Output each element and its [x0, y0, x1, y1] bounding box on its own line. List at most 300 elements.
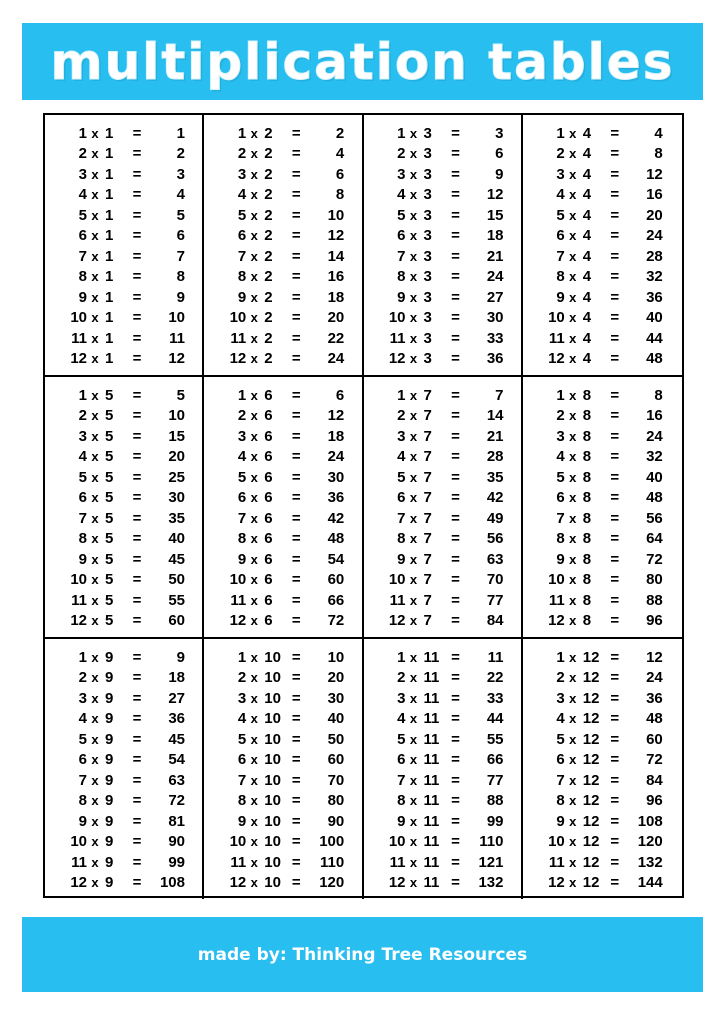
multiplicand: 6 [78, 227, 87, 245]
equals-sign: = [451, 227, 460, 245]
multiplier: 11 [423, 874, 440, 892]
equals-sign: = [610, 329, 620, 347]
table-row [51, 549, 198, 570]
equals-sign: = [451, 350, 460, 368]
product: 30 [168, 489, 185, 507]
table-row [51, 308, 198, 329]
equals-sign: = [610, 227, 620, 245]
table-row [210, 570, 357, 591]
multiplicand: 5 [397, 206, 406, 224]
table-row [210, 164, 357, 185]
multiplicand: 5 [556, 468, 565, 486]
page-title: multiplication tables [50, 32, 675, 91]
equals-sign: = [291, 288, 301, 306]
equals-sign: = [291, 571, 301, 589]
product: 20 [327, 669, 345, 687]
multiplicand: 4 [397, 186, 406, 204]
multiplier: 4 [582, 186, 592, 204]
times-sign: x [409, 449, 418, 465]
multiplier: 1 [105, 165, 114, 183]
multiplicand: 5 [556, 730, 565, 748]
multiplicand: 3 [397, 165, 406, 183]
table-row [370, 529, 517, 550]
table-row [529, 688, 678, 709]
multiplier: 7 [423, 509, 432, 527]
product: 96 [646, 612, 663, 630]
times-sign: x [250, 772, 258, 788]
multiplier: 8 [582, 591, 592, 609]
multiplicand: 6 [397, 489, 406, 507]
equals-sign: = [291, 329, 301, 347]
product: 45 [168, 730, 185, 748]
multiplier: 12 [582, 689, 600, 707]
multiplicand: 8 [237, 268, 247, 286]
times-sign: x [569, 649, 577, 665]
equals-sign: = [132, 530, 142, 548]
multiplicand: 4 [556, 448, 565, 466]
multiplicand: 7 [78, 247, 87, 265]
times-sign: x [91, 670, 99, 686]
multiplicand: 6 [237, 751, 247, 769]
equals-sign: = [291, 509, 301, 527]
times-sign: x [91, 490, 99, 506]
product: 66 [486, 751, 504, 769]
table-row [51, 688, 198, 709]
multiplier: 2 [264, 247, 273, 265]
product: 2 [335, 124, 345, 142]
times-sign: x [569, 490, 577, 506]
equals-sign: = [451, 689, 460, 707]
multiplicand: 4 [237, 448, 247, 466]
multiplier: 10 [264, 710, 281, 728]
times-sign: x [250, 166, 258, 182]
product: 132 [637, 853, 663, 871]
times-sign: x [409, 613, 418, 629]
multiplier: 7 [423, 427, 432, 445]
product: 72 [168, 792, 185, 810]
multiplier: 6 [264, 591, 273, 609]
times-sign: x [91, 875, 99, 891]
table-row [51, 852, 198, 873]
multiplicand: 7 [397, 509, 406, 527]
equals-sign: = [291, 710, 301, 728]
table-row [210, 791, 357, 812]
equals-sign: = [291, 165, 301, 183]
multiplier: 3 [423, 350, 432, 368]
multiplier: 6 [264, 489, 273, 507]
equals-sign: = [451, 386, 460, 404]
multiplier: 6 [264, 427, 273, 445]
product: 10 [168, 309, 185, 327]
times-sign: x [569, 146, 577, 162]
times-sign: x [569, 592, 577, 608]
multiplicand: 9 [556, 812, 565, 830]
times-sign: x [409, 772, 418, 788]
table-block-7 [364, 377, 523, 639]
table-row [370, 688, 517, 709]
equals-sign: = [610, 509, 620, 527]
multiplier: 3 [423, 268, 432, 286]
table-row [210, 205, 357, 226]
table-block-12 [523, 639, 682, 899]
times-sign: x [569, 711, 577, 727]
times-sign: x [409, 592, 418, 608]
multiplicand: 1 [237, 648, 247, 666]
multiplicand: 7 [237, 771, 247, 789]
equals-sign: = [132, 227, 142, 245]
times-sign: x [250, 854, 258, 870]
times-sign: x [250, 187, 258, 203]
product: 80 [646, 571, 663, 589]
multiplier: 3 [423, 227, 432, 245]
product: 42 [327, 509, 345, 527]
times-sign: x [409, 125, 418, 141]
multiplier: 8 [582, 612, 592, 630]
times-sign: x [569, 690, 577, 706]
product: 21 [486, 247, 504, 265]
table-row [529, 852, 678, 873]
times-sign: x [250, 490, 258, 506]
multiplier: 2 [264, 309, 273, 327]
product: 120 [637, 833, 663, 851]
multiplier: 5 [105, 612, 114, 630]
equals-sign: = [451, 309, 460, 327]
multiplier: 2 [264, 227, 273, 245]
product: 63 [168, 771, 185, 789]
multiplicand: 5 [78, 730, 87, 748]
multiplicand: 11 [71, 329, 87, 347]
multiplier: 7 [423, 386, 432, 404]
multiplicand: 10 [388, 309, 406, 327]
multiplier: 11 [423, 689, 440, 707]
multiplicand: 8 [556, 268, 565, 286]
equals-sign: = [291, 427, 301, 445]
multiplier: 3 [423, 145, 432, 163]
times-sign: x [569, 551, 577, 567]
multiplicand: 8 [556, 530, 565, 548]
table-row [210, 308, 357, 329]
product: 48 [646, 350, 663, 368]
multiplier: 5 [105, 489, 114, 507]
table-row [51, 770, 198, 791]
times-sign: x [91, 531, 99, 547]
times-sign: x [409, 731, 418, 747]
equals-sign: = [610, 792, 620, 810]
product: 72 [646, 751, 663, 769]
equals-sign: = [132, 571, 142, 589]
product: 84 [646, 771, 663, 789]
table-row [370, 832, 517, 853]
equals-sign: = [291, 591, 301, 609]
times-sign: x [91, 469, 99, 485]
table-row [51, 590, 198, 611]
product: 44 [486, 710, 504, 728]
table-row [210, 549, 357, 570]
table-row [529, 164, 678, 185]
product: 9 [176, 648, 185, 666]
times-sign: x [409, 854, 418, 870]
multiplier: 5 [105, 530, 114, 548]
equals-sign: = [610, 669, 620, 687]
product: 7 [176, 247, 185, 265]
times-sign: x [569, 813, 577, 829]
equals-sign: = [132, 186, 142, 204]
equals-sign: = [451, 124, 460, 142]
table-row [370, 729, 517, 750]
product: 24 [327, 350, 345, 368]
table-row [210, 688, 357, 709]
product: 36 [327, 489, 345, 507]
table-row [210, 447, 357, 468]
times-sign: x [569, 428, 577, 444]
multiplicand: 1 [78, 386, 87, 404]
multiplicand: 6 [237, 227, 247, 245]
multiplicand: 4 [556, 186, 565, 204]
multiplicand: 2 [397, 145, 406, 163]
times-sign: x [91, 351, 99, 367]
times-sign: x [250, 408, 258, 424]
equals-sign: = [610, 268, 620, 286]
multiplier: 3 [423, 186, 432, 204]
table-row [51, 328, 198, 349]
multiplicand: 10 [548, 571, 565, 589]
multiplier: 1 [105, 247, 114, 265]
equals-sign: = [451, 468, 460, 486]
equals-sign: = [610, 612, 620, 630]
table-block-4 [523, 115, 682, 377]
product: 24 [327, 448, 345, 466]
multiplier: 5 [105, 550, 114, 568]
multiplicand: 9 [556, 550, 565, 568]
multiplier: 7 [423, 489, 432, 507]
multiplicand: 9 [397, 550, 406, 568]
product: 66 [327, 591, 345, 609]
multiplicand: 4 [556, 710, 565, 728]
times-sign: x [409, 269, 418, 285]
equals-sign: = [132, 771, 142, 789]
multiplicand: 3 [556, 165, 565, 183]
equals-sign: = [610, 648, 620, 666]
multiplier: 12 [582, 669, 600, 687]
equals-sign: = [451, 268, 460, 286]
product: 144 [637, 874, 663, 892]
multiplicand: 8 [556, 792, 565, 810]
multiplier: 6 [264, 407, 273, 425]
equals-sign: = [132, 309, 142, 327]
product: 15 [486, 206, 504, 224]
product: 12 [327, 227, 345, 245]
table-row [210, 246, 357, 267]
multiplicand: 10 [388, 833, 406, 851]
equals-sign: = [610, 165, 620, 183]
equals-sign: = [132, 792, 142, 810]
times-sign: x [569, 854, 577, 870]
product: 99 [486, 812, 504, 830]
equals-sign: = [132, 669, 142, 687]
multiplier: 2 [264, 206, 273, 224]
product: 72 [327, 612, 345, 630]
times-sign: x [91, 752, 99, 768]
table-row [51, 508, 198, 529]
equals-sign: = [291, 550, 301, 568]
times-sign: x [409, 690, 418, 706]
times-sign: x [569, 875, 577, 891]
multiplicand: 12 [388, 874, 406, 892]
multiplicand: 4 [397, 710, 406, 728]
table-row [529, 123, 678, 144]
multiplicand: 5 [397, 468, 406, 486]
equals-sign: = [132, 853, 142, 871]
multiplier: 4 [582, 145, 592, 163]
times-sign: x [250, 690, 258, 706]
table-row [210, 729, 357, 750]
table-row [51, 123, 198, 144]
multiplicand: 7 [397, 247, 406, 265]
multiplicand: 12 [229, 612, 247, 630]
equals-sign: = [291, 730, 301, 748]
product: 27 [168, 689, 185, 707]
multiplier: 9 [105, 669, 114, 687]
times-sign: x [91, 510, 99, 526]
equals-sign: = [451, 591, 460, 609]
equals-sign: = [132, 386, 142, 404]
multiplier: 7 [423, 612, 432, 630]
times-sign: x [250, 813, 258, 829]
table-row [210, 406, 357, 427]
times-sign: x [91, 428, 99, 444]
multiplier: 4 [582, 247, 592, 265]
product: 21 [486, 427, 504, 445]
product: 60 [646, 730, 663, 748]
times-sign: x [569, 248, 577, 264]
product: 4 [654, 124, 663, 142]
product: 33 [486, 689, 504, 707]
multiplicand: 8 [78, 530, 87, 548]
times-sign: x [409, 469, 418, 485]
footer-banner [22, 917, 703, 992]
times-sign: x [250, 793, 258, 809]
equals-sign: = [610, 247, 620, 265]
multiplier: 11 [423, 669, 440, 687]
equals-sign: = [291, 812, 301, 830]
times-sign: x [91, 690, 99, 706]
times-sign: x [569, 510, 577, 526]
times-sign: x [409, 387, 418, 403]
table-row [529, 770, 678, 791]
table-row [529, 349, 678, 370]
times-sign: x [250, 711, 258, 727]
times-sign: x [250, 670, 258, 686]
product: 40 [168, 530, 185, 548]
equals-sign: = [451, 407, 460, 425]
equals-sign: = [132, 833, 142, 851]
table-row [51, 791, 198, 812]
product: 56 [486, 530, 504, 548]
multiplier: 2 [264, 268, 273, 286]
times-sign: x [91, 125, 99, 141]
table-row [370, 770, 517, 791]
multiplier: 2 [264, 288, 273, 306]
multiplier: 7 [423, 530, 432, 548]
multiplier: 11 [423, 648, 440, 666]
multiplicand: 7 [556, 509, 565, 527]
product: 32 [646, 268, 663, 286]
equals-sign: = [132, 612, 142, 630]
product: 35 [486, 468, 504, 486]
multiplier: 6 [264, 468, 273, 486]
product: 10 [327, 206, 345, 224]
table-block-8 [523, 377, 682, 639]
multiplier: 8 [582, 386, 592, 404]
times-sign: x [91, 146, 99, 162]
times-sign: x [409, 146, 418, 162]
times-sign: x [569, 834, 577, 850]
table-row [529, 529, 678, 550]
table-row [51, 570, 198, 591]
multiplicand: 6 [397, 227, 406, 245]
equals-sign: = [132, 145, 142, 163]
multiplicand: 7 [556, 771, 565, 789]
multiplier: 9 [105, 812, 114, 830]
table-row [529, 590, 678, 611]
times-sign: x [250, 572, 258, 588]
times-sign: x [250, 289, 258, 305]
equals-sign: = [132, 812, 142, 830]
product: 120 [319, 874, 345, 892]
equals-sign: = [132, 329, 142, 347]
product: 88 [486, 792, 504, 810]
multiplicand: 6 [78, 751, 87, 769]
table-row [210, 873, 357, 894]
multiplier: 11 [423, 710, 440, 728]
table-row [210, 590, 357, 611]
table-row [210, 811, 357, 832]
multiplier: 9 [105, 689, 114, 707]
credit-text: made by: Thinking Tree Resources [197, 944, 528, 965]
equals-sign: = [291, 407, 301, 425]
multiplicand: 10 [229, 833, 247, 851]
times-sign: x [569, 125, 577, 141]
multiplier: 1 [105, 350, 114, 368]
times-sign: x [250, 469, 258, 485]
table-row [370, 385, 517, 406]
equals-sign: = [610, 407, 620, 425]
product: 48 [646, 710, 663, 728]
product: 14 [327, 247, 345, 265]
product: 35 [168, 509, 185, 527]
times-sign: x [250, 875, 258, 891]
multiplicand: 1 [556, 648, 565, 666]
times-sign: x [409, 551, 418, 567]
product: 22 [327, 329, 345, 347]
times-sign: x [91, 592, 99, 608]
multiplicand: 11 [230, 591, 247, 609]
equals-sign: = [451, 792, 460, 810]
table-row [210, 349, 357, 370]
equals-sign: = [451, 833, 460, 851]
multiplier: 10 [264, 648, 281, 666]
header-banner [22, 23, 703, 100]
equals-sign: = [291, 771, 301, 789]
times-sign: x [409, 330, 418, 346]
product: 27 [486, 288, 504, 306]
product: 3 [495, 124, 504, 142]
product: 10 [168, 407, 185, 425]
times-sign: x [569, 387, 577, 403]
times-sign: x [409, 834, 418, 850]
equals-sign: = [610, 288, 620, 306]
table-row [370, 590, 517, 611]
